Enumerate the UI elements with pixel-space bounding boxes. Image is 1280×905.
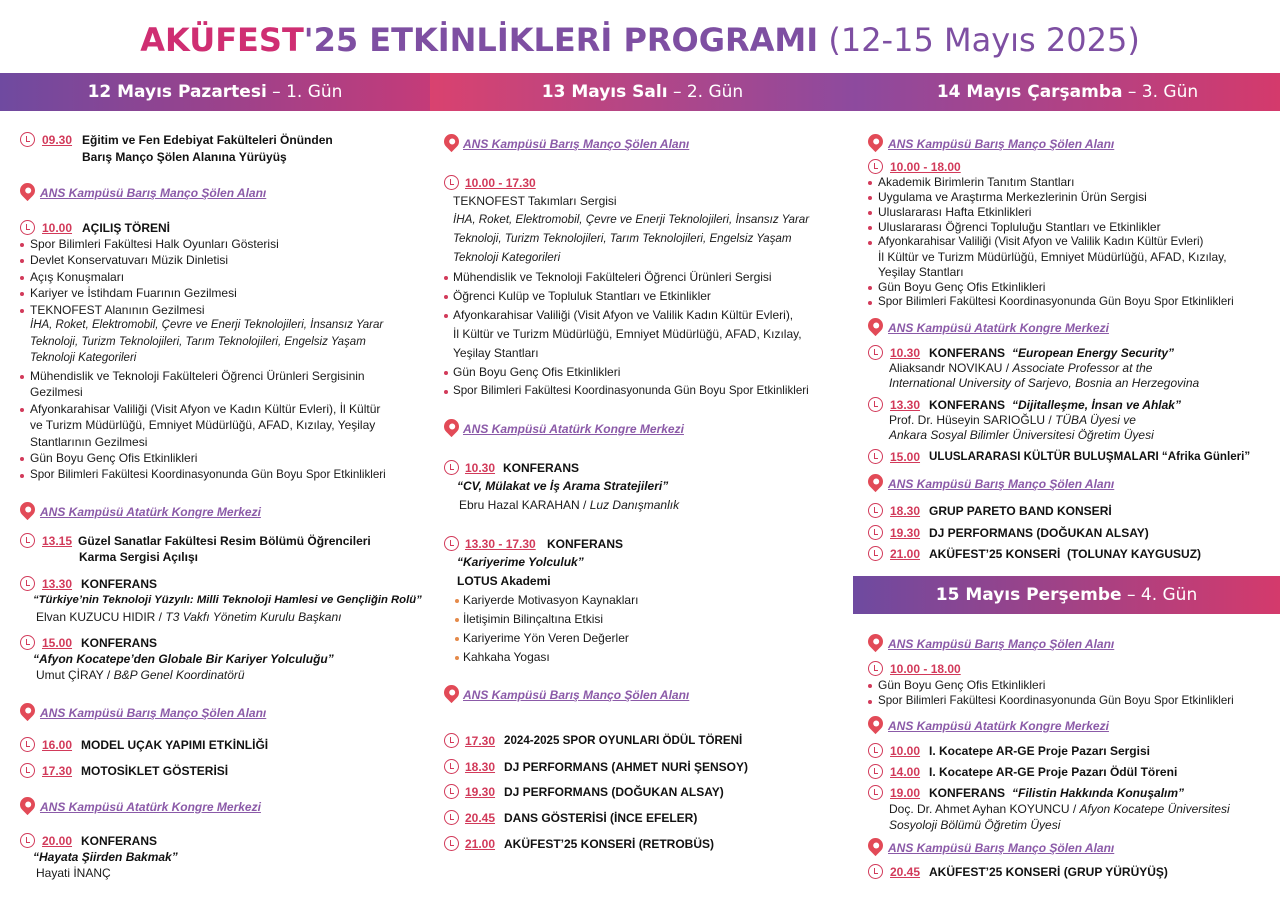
page-title xyxy=(0,18,1280,62)
day-date: 12 Mayıs Pazartesi xyxy=(87,82,267,102)
event-time: 13.30 - 17.30 xyxy=(465,537,536,551)
day-label: – 1. Gün xyxy=(266,82,343,102)
speaker-name: Aliaksandr NOVIKAU / xyxy=(889,361,1013,375)
event-title: Güzel Sanatlar Fakültesi Resim Bölümü Öğrencileri xyxy=(78,534,371,548)
location-label: ANS Kampüsü Barış Manço Şölen Alanı xyxy=(888,637,1115,651)
list-item: Spor Bilimleri Fakültesi Koordinasyonunda Gün Boyu Spor Etkinlikleri xyxy=(878,694,1234,707)
title-brand: AKÜFEST xyxy=(140,21,304,59)
event-title: Barış Manço Şölen Alanına Yürüyüş xyxy=(82,150,287,164)
event-detail: İHA, Roket, Elektromobil, Çevre ve Enerji Teknolojileri, İnsansız Yarar xyxy=(453,213,810,226)
location-label: ANS Kampüsü Barış Manço Şölen Alanı xyxy=(463,688,690,702)
list-item: İl Kültür ve Turizm Müdürlüğü, Emniyet Müdürlüğü, AFAD, Kızılay, xyxy=(878,250,1227,264)
bullet xyxy=(20,243,24,247)
clock-icon xyxy=(20,833,35,848)
event-title: I. Kocatepe AR-GE Proje Pazarı Sergisi xyxy=(929,744,1150,758)
list-item: Gün Boyu Genç Ofis Etkinlikleri xyxy=(878,280,1046,294)
bullet xyxy=(868,181,872,185)
speaker-name: Elvan KUZUCU HIDIR / xyxy=(36,610,166,624)
clock-icon xyxy=(868,743,883,758)
bullet xyxy=(20,309,24,313)
event-time: 10.00 xyxy=(890,744,921,758)
event-time: 09.30 xyxy=(42,133,73,147)
list-item: Mühendislik ve Teknoloji Fakülteleri Öğrenci Ürünleri Sergisi xyxy=(453,270,772,284)
event-title: KONFERANS xyxy=(547,537,624,551)
list-item: Stantlarının Gezilmesi xyxy=(30,435,148,449)
map-pin-icon xyxy=(441,416,462,437)
event-title: I. Kocatepe AR-GE Proje Pazarı Ödül Töreni xyxy=(929,765,1178,779)
bullet xyxy=(20,276,24,280)
day-label: – 3. Gün xyxy=(1122,82,1199,102)
speaker-name: Doç. Dr. Ahmet Ayhan KOYUNCU / xyxy=(889,802,1080,816)
list-item: Gün Boyu Genç Ofis Etkinlikleri xyxy=(878,678,1046,692)
event-time: 20.00 xyxy=(42,834,73,848)
event-topic: “Kariyerime Yolculuk” xyxy=(457,555,584,569)
event-time: 19.30 xyxy=(890,526,921,540)
speaker-role: International University of Sarjevo, Bosnia an Herzegovina xyxy=(889,376,1200,390)
bullet xyxy=(868,241,872,245)
clock-icon xyxy=(444,759,459,774)
location-label: ANS Kampüsü Barış Manço Şölen Alanı xyxy=(40,186,267,200)
day-label: – 4. Gün xyxy=(1121,585,1198,605)
bullet xyxy=(868,286,872,290)
list-item: Uluslararası Hafta Etkinlikleri xyxy=(878,205,1032,219)
map-pin-icon xyxy=(17,700,38,721)
clock-icon xyxy=(444,536,459,551)
list-item-detail: İHA, Roket, Elektromobil, Çevre ve Enerji Teknolojileri, İnsansız Yarar xyxy=(30,319,384,331)
event-topic: “Hayata Şiirden Bakmak” xyxy=(33,850,178,864)
list-item: İletişimin Bilinçaltına Etkisi xyxy=(463,612,604,626)
location-label: ANS Kampüsü Atatürk Kongre Merkezi xyxy=(40,800,261,814)
location-label: ANS Kampüsü Atatürk Kongre Merkezi xyxy=(463,422,684,436)
event-topic: “Dijitalleşme, İnsan ve Ahlak” xyxy=(1012,398,1181,412)
clock-icon xyxy=(868,764,883,779)
list-item: Spor Bilimleri Fakültesi Koordinasyonunda Gün Boyu Spor Etkinlikleri xyxy=(878,295,1234,308)
clock-icon xyxy=(868,159,883,174)
event-title: Eğitim ve Fen Edebiyat Fakülteleri Önünden xyxy=(82,133,333,147)
event-topic: “Filistin Hakkında Konuşalım” xyxy=(1012,786,1185,800)
bullet xyxy=(868,211,872,215)
clock-icon xyxy=(868,525,883,540)
event-time: 13.30 xyxy=(42,577,73,591)
map-pin-icon xyxy=(865,631,886,652)
list-item: Afyonkarahisar Valiliği (Visit Afyon ve Valilik Kadın Kültür Evleri) xyxy=(878,235,1204,248)
event-title: KONFERANS xyxy=(81,636,158,650)
event-time: 18.30 xyxy=(465,760,496,774)
clock-icon xyxy=(20,220,35,235)
list-item-detail: Teknoloji, Turizm Teknolojileri, Tarım Teknolojileri, Engelsiz Yaşam xyxy=(30,336,366,348)
clock-icon xyxy=(20,576,35,591)
event-time: 13.30 xyxy=(890,398,921,412)
location-label: ANS Kampüsü Barış Manço Şölen Alanı xyxy=(40,706,267,720)
event-title: DJ PERFORMANS (DOĞUKAN ALSAY) xyxy=(504,785,724,799)
list-item: Uluslararası Öğrenci Topluluğu Stantları ve Etkinlikler xyxy=(878,220,1161,234)
event-time: 19.30 xyxy=(465,785,496,799)
event-time: 17.30 xyxy=(465,734,496,748)
list-item: Öğrenci Kulüp ve Topluluk Stantları ve Etkinlikler xyxy=(453,289,711,303)
bullet xyxy=(868,196,872,200)
list-item: TEKNOFEST Alanının Gezilmesi xyxy=(30,303,205,317)
clock-icon xyxy=(444,810,459,825)
event-title: KONFERANS xyxy=(929,398,1006,412)
bullet xyxy=(868,684,872,688)
speaker-role: Sosyoloji Bölümü Öğretim Üyesi xyxy=(889,818,1061,832)
location-label: ANS Kampüsü Barış Manço Şölen Alanı xyxy=(888,841,1115,855)
list-item: Yeşilay Stantları xyxy=(453,346,539,360)
title-dates: (12-15 Mayıs 2025) xyxy=(828,21,1140,59)
clock-icon xyxy=(868,345,883,360)
clock-icon xyxy=(868,503,883,518)
bullet xyxy=(20,375,24,379)
speaker-role: Luz Danışmanlık xyxy=(589,498,680,512)
map-pin-icon xyxy=(17,499,38,520)
map-pin-icon xyxy=(17,794,38,815)
location-label: ANS Kampüsü Barış Manço Şölen Alanı xyxy=(888,477,1115,491)
event-time: 21.00 xyxy=(465,837,496,851)
bullet xyxy=(444,276,448,280)
event-title: MOTOSİKLET GÖSTERİSİ xyxy=(81,764,229,778)
event-detail: Teknoloji, Turizm Teknolojileri, Tarım Teknolojileri, Engelsiz Yaşam xyxy=(453,232,792,245)
event-time: 19.00 xyxy=(890,786,921,800)
event-title: DJ PERFORMANS (DOĞUKAN ALSAY) xyxy=(929,526,1149,540)
clock-icon xyxy=(444,784,459,799)
event-title: KONFERANS xyxy=(81,834,158,848)
event-title: Karma Sergisi Açılışı xyxy=(79,550,198,564)
day-header-3 xyxy=(855,73,1280,111)
clock-icon xyxy=(20,132,35,147)
event-title: AKÜFEST’25 KONSERİ (GRUP YÜRÜYÜŞ) xyxy=(929,865,1168,879)
list-item: Kariyer ve İstihdam Fuarının Gezilmesi xyxy=(30,286,237,300)
event-title: GRUP PARETO BAND KONSERİ xyxy=(929,504,1112,518)
event-title: DANS GÖSTERİSİ (İNCE EFELER) xyxy=(504,811,698,825)
day-date: 13 Mayıs Salı xyxy=(541,82,668,102)
map-pin-icon xyxy=(865,315,886,336)
title-main: ETKİNLİKLERİ PROGRAMI xyxy=(369,21,819,59)
event-title: DJ PERFORMANS (AHMET NURİ ŞENSOY) xyxy=(504,760,749,774)
event-title: KONFERANS xyxy=(81,577,158,591)
bullet xyxy=(444,390,448,394)
speaker-name: Prof. Dr. Hüseyin SARIOĞLU / xyxy=(889,413,1056,427)
event-time: 10.00 - 18.00 xyxy=(890,160,961,174)
speaker-name: Ebru Hazal KARAHAN / xyxy=(459,498,590,512)
event-time: 10.00 xyxy=(42,221,73,235)
event-title: KONFERANS xyxy=(929,786,1006,800)
day-header-1 xyxy=(0,73,430,111)
clock-icon xyxy=(20,635,35,650)
event-topic: “CV, Mülakat ve İş Arama Stratejileri” xyxy=(457,479,669,493)
clock-icon xyxy=(20,533,35,548)
event-time: 20.45 xyxy=(890,865,921,879)
event-title: ULUSLARARASI KÜLTÜR BULUŞMALARI “Afrika Günleri” xyxy=(929,450,1251,463)
list-item: Spor Bilimleri Fakültesi Halk Oyunları Gösterisi xyxy=(30,237,279,251)
map-pin-icon xyxy=(865,835,886,856)
clock-icon xyxy=(868,449,883,464)
list-item: Uygulama ve Araştırma Merkezlerinin Ürün Sergisi xyxy=(878,190,1147,204)
clock-icon xyxy=(868,864,883,879)
map-pin-icon xyxy=(865,471,886,492)
event-time: 20.45 xyxy=(465,811,496,825)
event-time: 18.30 xyxy=(890,504,921,518)
list-item: ve Turizm Müdürlüğü, Emniyet Müdürlüğü, AFAD, Kızılay, Yeşilay xyxy=(30,418,376,432)
clock-icon xyxy=(444,175,459,190)
event-time: 14.00 xyxy=(890,765,921,779)
speaker-role: Ankara Sosyal Bilimler Üniversitesi Öğretim Üyesi xyxy=(889,428,1154,442)
list-item-detail: Teknoloji Kategorileri xyxy=(30,352,137,364)
day-header-2 xyxy=(430,73,855,111)
list-item: Afyonkarahisar Valiliği (Visit Afyon ve Kadın Kültür Evleri), İl Kültür xyxy=(30,402,381,416)
day-date: 15 Mayıs Perşembe xyxy=(935,585,1122,605)
bullet xyxy=(455,599,459,603)
clock-icon xyxy=(20,737,35,752)
speaker-name: Hayati İNANÇ xyxy=(36,866,111,880)
event-time: 15.00 xyxy=(42,636,73,650)
bullet xyxy=(444,295,448,299)
day-date: 14 Mayıs Çarşamba xyxy=(936,82,1123,102)
speaker-role: Afyon Kocatepe Üniversitesi xyxy=(1079,802,1230,816)
event-title: AÇILIŞ TÖRENİ xyxy=(82,221,171,235)
bullet xyxy=(20,259,24,263)
bullet xyxy=(868,301,872,305)
list-item: Mühendislik ve Teknoloji Fakülteleri Öğrenci Ürünleri Sergisinin xyxy=(30,369,365,383)
event-title: TEKNOFEST Takımları Sergisi xyxy=(453,194,617,208)
speaker-role: T3 Vakfı Yönetim Kurulu Başkanı xyxy=(165,610,342,624)
list-item: Gün Boyu Genç Ofis Etkinlikleri xyxy=(30,451,198,465)
event-title: KONFERANS xyxy=(929,346,1006,360)
event-time: 17.30 xyxy=(42,764,73,778)
day-header-4 xyxy=(853,576,1280,614)
list-item: İl Kültür ve Turizm Müdürlüğü, Emniyet Müdürlüğü, AFAD, Kızılay, xyxy=(453,327,802,341)
map-pin-icon xyxy=(17,180,38,201)
event-time: 16.00 xyxy=(42,738,73,752)
event-time: 10.00 - 17.30 xyxy=(465,176,536,190)
bullet xyxy=(20,408,24,412)
speaker-role: Associate Professor at the xyxy=(1012,361,1153,375)
clock-icon xyxy=(868,397,883,412)
event-time: 15.00 xyxy=(890,450,921,464)
bullet xyxy=(455,656,459,660)
event-title: KONFERANS xyxy=(503,461,580,475)
map-pin-icon xyxy=(865,131,886,152)
event-detail: Teknoloji Kategorileri xyxy=(453,251,561,264)
list-item: Kariyerime Yön Veren Değerler xyxy=(463,631,629,645)
speaker-name: Umut ÇİRAY / xyxy=(36,668,114,682)
title-year: '25 xyxy=(303,21,370,59)
bullet xyxy=(20,457,24,461)
list-item: Spor Bilimleri Fakültesi Koordinasyonunda Gün Boyu Spor Etkinlikleri xyxy=(453,384,809,397)
day-label: – 2. Gün xyxy=(667,82,744,102)
list-item: Gün Boyu Genç Ofis Etkinlikleri xyxy=(453,365,621,379)
list-item: Akademik Birimlerin Tanıtım Stantları xyxy=(878,175,1075,189)
clock-icon xyxy=(868,785,883,800)
event-time: 10.00 - 18.00 xyxy=(890,662,961,676)
location-label: ANS Kampüsü Atatürk Kongre Merkezi xyxy=(888,719,1109,733)
event-title: AKÜFEST’25 KONSERİ (TOLUNAY KAYGUSUZ) xyxy=(929,547,1202,561)
event-time: 13.15 xyxy=(42,534,73,548)
list-item: Kariyerde Motivasyon Kaynakları xyxy=(463,593,639,607)
clock-icon xyxy=(444,460,459,475)
clock-icon xyxy=(868,661,883,676)
organizer: LOTUS Akademi xyxy=(457,574,551,588)
bullet xyxy=(868,226,872,230)
clock-icon xyxy=(444,836,459,851)
bullet xyxy=(20,474,24,478)
bullet xyxy=(868,700,872,704)
event-time: 21.00 xyxy=(890,547,921,561)
list-item: Afyonkarahisar Valiliği (Visit Afyon ve Valilik Kadın Kültür Evleri), xyxy=(453,308,794,322)
event-time: 10.30 xyxy=(890,346,921,360)
bullet xyxy=(444,371,448,375)
event-topic: “European Energy Security” xyxy=(1012,346,1175,360)
list-item: Devlet Konservatuvarı Müzik Dinletisi xyxy=(30,253,229,267)
event-topic: “Türkiye’nin Teknoloji Yüzyılı: Milli Teknoloji Hamlesi ve Gençliğin Rolü” xyxy=(33,594,422,606)
location-label: ANS Kampüsü Barış Manço Şölen Alanı xyxy=(463,137,690,151)
bullet xyxy=(455,637,459,641)
list-item: Gezilmesi xyxy=(30,385,83,399)
clock-icon xyxy=(868,546,883,561)
map-pin-icon xyxy=(441,682,462,703)
location-label: ANS Kampüsü Atatürk Kongre Merkezi xyxy=(888,321,1109,335)
map-pin-icon xyxy=(441,131,462,152)
event-time: 10.30 xyxy=(465,461,496,475)
list-item: Kahkaha Yogası xyxy=(463,650,550,664)
map-pin-icon xyxy=(865,713,886,734)
event-topic: “Afyon Kocatepe’den Globale Bir Kariyer Yolculuğu” xyxy=(33,652,334,666)
location-label: ANS Kampüsü Barış Manço Şölen Alanı xyxy=(888,137,1115,151)
location-label: ANS Kampüsü Atatürk Kongre Merkezi xyxy=(40,505,261,519)
clock-icon xyxy=(444,733,459,748)
event-title: MODEL UÇAK YAPIMI ETKİNLİĞİ xyxy=(81,738,269,752)
speaker-role: TÜBA Üyesi ve xyxy=(1055,413,1136,427)
speaker-role: B&P Genel Koordinatörü xyxy=(113,668,245,682)
bullet xyxy=(444,314,448,318)
event-title: AKÜFEST’25 KONSERİ (RETROBÜS) xyxy=(504,837,715,851)
bullet xyxy=(20,292,24,296)
list-item: Spor Bilimleri Fakültesi Koordinasyonunda Gün Boyu Spor Etkinlikleri xyxy=(30,468,386,481)
bullet xyxy=(455,618,459,622)
event-title: 2024-2025 SPOR OYUNLARI ÖDÜL TÖRENİ xyxy=(504,734,743,747)
list-item: Yeşilay Stantları xyxy=(878,265,964,279)
list-item: Açış Konuşmaları xyxy=(30,270,125,284)
clock-icon xyxy=(20,763,35,778)
